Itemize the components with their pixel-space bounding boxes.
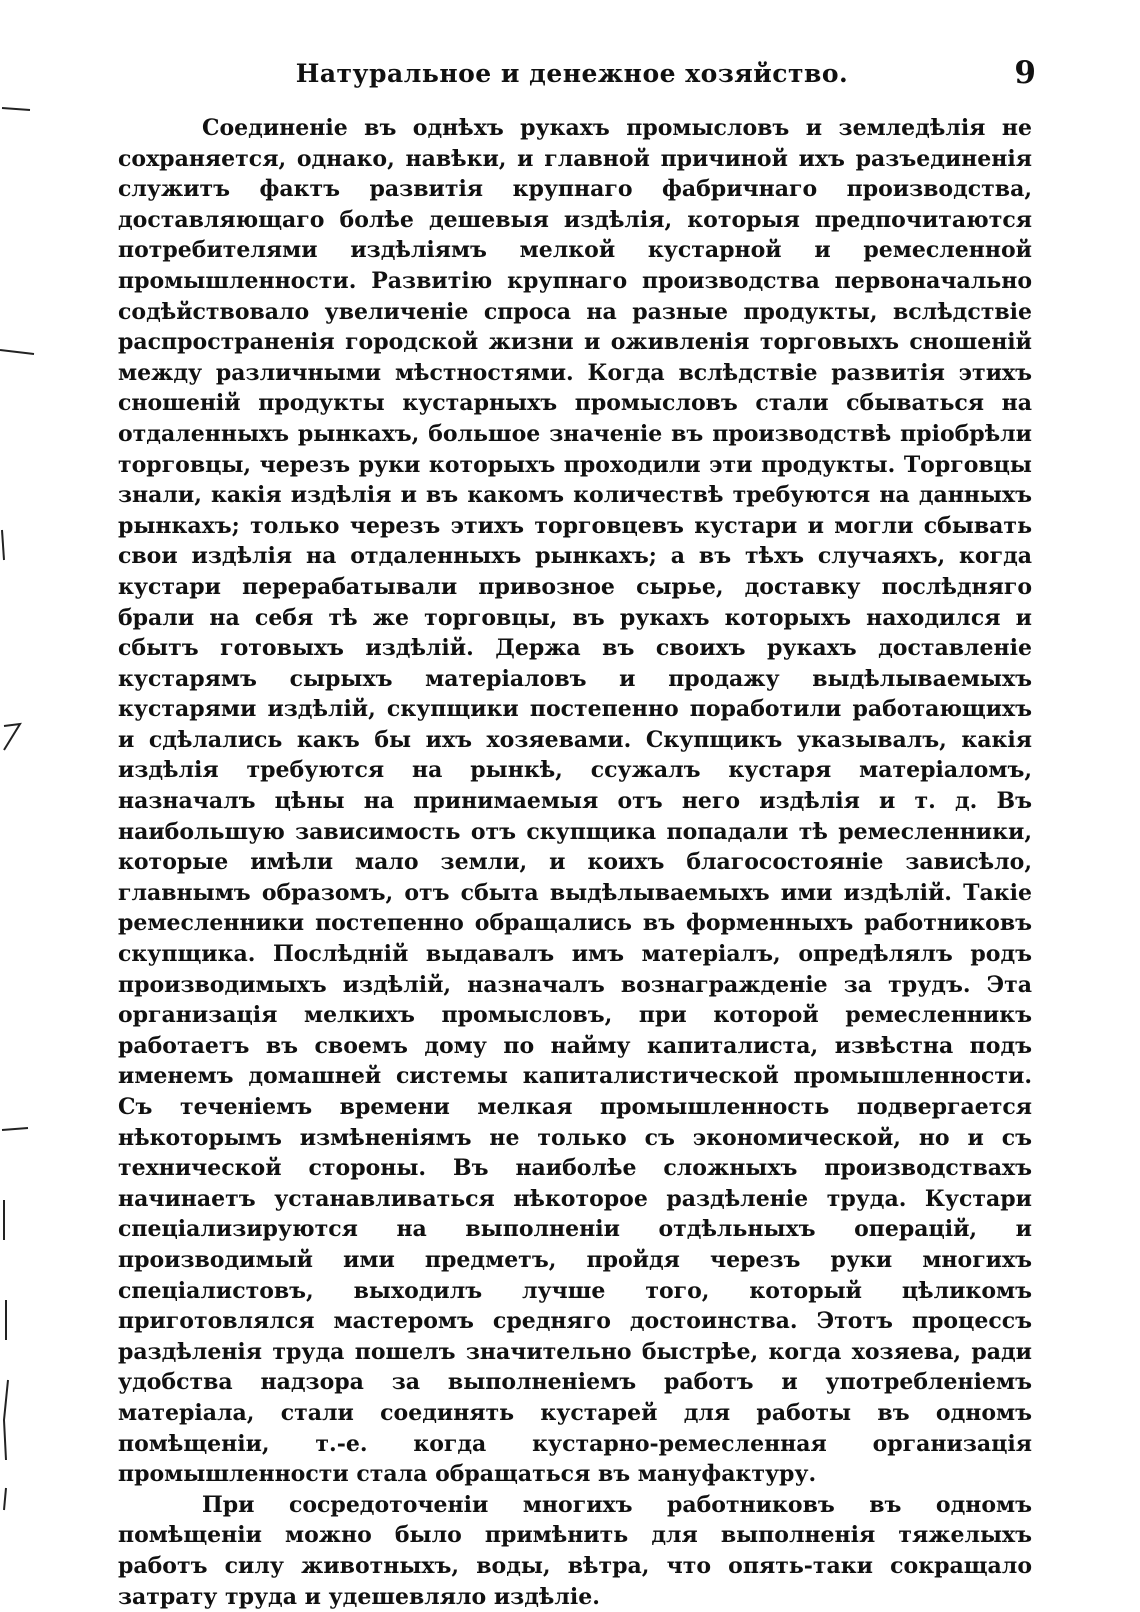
- page-header: [110, 56, 1034, 96]
- paragraph-2: При сосредоточеніи многихъ работниковъ въ одномъ помѣщеніи можно было примѣнить для выполненія тяжелыхъ работъ силу животныхъ, воды, вѣтра, что опять-таки сокращало затрату труда и удешевляло издѣліе.: [118, 1491, 1032, 1610]
- paragraph-1: Соединеніе въ однѣхъ рукахъ промысловъ и земледѣлія не сохраняется, однако, навѣки, и главной причиной ихъ разъединенія служитъ фактъ развитія крупнаго фабричнаго производства, доставляющаго болѣе дешевыя издѣлія, которыя предпочитаются потребителями издѣліямъ мелкой кустарной и ремесленной промышленности. Развитію крупнаго производства первоначально содѣйствовало увеличеніе спроса на разные продукты, вслѣдствіе распространенія городской жизни и оживленія торговыхъ сношеній между различными мѣстностями. Когда вслѣдствіе развитія этихъ сношеній продукты кустарныхъ промысловъ стали сбываться на отдаленныхъ рынкахъ, большое значеніе въ производствѣ пріобрѣли торговцы, черезъ руки которыхъ проходили эти продукты. Торговцы знали, какія издѣлія и въ какомъ количествѣ требуются на данныхъ рынкахъ; только черезъ этихъ торговцевъ кустари и могли сбывать свои издѣлія на отдаленныхъ рынкахъ; а въ тѣхъ случаяхъ, когда кустари перерабатывали привозное сырье, доставку послѣдняго брали на себя тѣ же торговцы, въ рукахъ которыхъ находился и сбытъ готовыхъ издѣлій. Держа въ своихъ рукахъ доставленіе кустарямъ сырыхъ матеріаловъ и продажу выдѣлываемыхъ кустарями издѣлій, скупщики постепенно поработили работающихъ и сдѣлались какъ бы ихъ хозяевами. Скупщикъ указывалъ, какія издѣлія требуются на рынкѣ, ссужалъ кустаря матеріаломъ, назначалъ цѣны на принимаемыя отъ него издѣлія и т. д. Въ наибольшую зависимость отъ скупщика попадали тѣ ремесленники, которые имѣли мало земли, и коихъ благосостояніе зависѣло, главнымъ образомъ, отъ сбыта выдѣлываемыхъ ими издѣлій. Такіе ремесленники постепенно обращались въ форменныхъ работниковъ скупщика. Послѣдній выдавалъ имъ матеріалъ, опредѣлялъ родъ производимыхъ издѣлій, назначалъ вознагражденіе за трудъ. Эта организація мелкихъ промысловъ, при которой ремесленникъ работаетъ въ своемъ дому по найму капиталиста, извѣстна подъ именемъ домашней системы капиталистической промышленности. Съ теченіемъ времени мелкая промышленность подвергается нѣкоторымъ измѣненіямъ не только съ экономической, но и съ технической стороны. Въ наиболѣе сложныхъ производствахъ начинаетъ устанавливаться нѣкоторое раздѣленіе труда. Кустари спеціализируются на выполненіи отдѣльныхъ операцій, и производимый ими предметъ, пройдя черезъ руки многихъ спеціалистовъ, выходилъ лучше того, который цѣликомъ приготовлялся мастеромъ средняго достоинства. Этотъ процессъ раздѣленія труда пошелъ значительно быстрѣе, когда хозяева, ради удобства надзора за выполненіемъ работъ и употребленіемъ матеріала, стали соединять кустарей для работы въ одномъ помѣщеніи, т.-е. когда кустарно-ремесленная организація промышленности стала обращаться въ мануфактуру.: [118, 115, 1032, 1488]
- page-number: 9: [1014, 55, 1036, 91]
- margin-scan-marks: [0, 0, 44, 1534]
- body-text: [118, 113, 1032, 1612]
- running-title: Натуральное и денежное хозяйство.: [295, 59, 849, 88]
